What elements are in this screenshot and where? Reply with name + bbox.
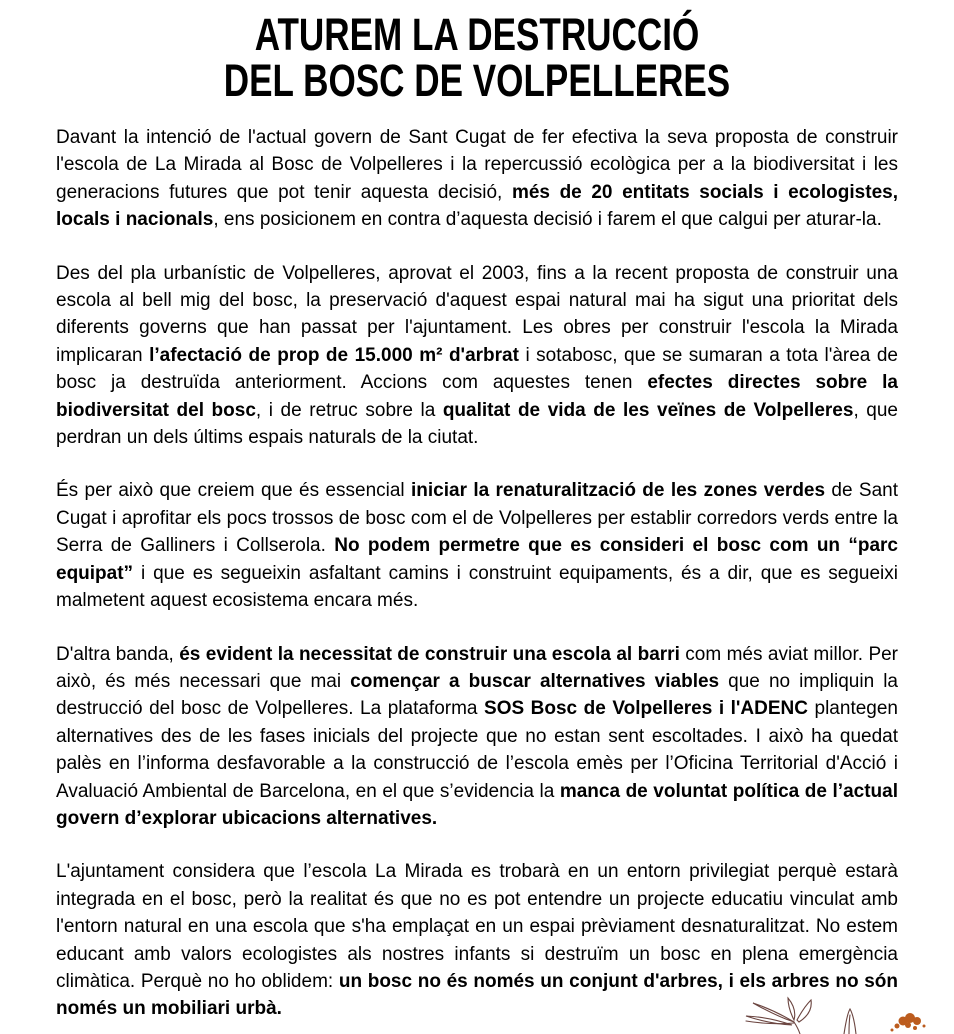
paragraph xyxy=(56,477,898,614)
body-text: Des del pla urbanístic de Volpelleres, aprovat el 2003, fins a la recent proposta de construir una escola al bell mig del bosc, la preservació d'aquest espai natural mai ha sigut una prioritat dels diferents governs que han passat per l'ajuntament. Les obres per construir l'escola la Mirada implicaran xyxy=(56,262,898,366)
emphasis-text: iniciar la renaturalització de les zones verdes xyxy=(411,480,826,502)
body-text: i sotabosc, que se sumaran a tota l'àrea de bosc ja destruïda anteriorment. Accions com aquestes tenen xyxy=(56,344,898,394)
emphasis-text: No podem permetre que es consideri el bosc com un “parc equipat” xyxy=(56,535,898,584)
body-text: Davant la intenció de l'actual govern de Sant Cugat de fer efectiva la seva proposta de construir l'escola de La Mirada al Bosc de Volpelleres i la repercussió ecològica per a la biodiversitat i les generacions futures que pot tenir aquesta decisió, xyxy=(56,127,898,203)
body-text: plantegen alternatives des de les fases inicials del projecte que no estan sent escoltades. I això ha quedat palès en l’informa desfavorable a la construcció de l’escola emès per l’Oficina Territorial d'Acció i Avaluació Ambiental de Barcelona, en el que s’evidencia la xyxy=(56,698,898,802)
body-text: com més aviat millor. Per això, és més necessari que mai xyxy=(56,643,899,692)
paragraph xyxy=(56,124,898,234)
emphasis-text: és evident la necessitat de construir una escola al barri xyxy=(179,643,680,665)
emphasis-text: qualitat de vida de les veïnes de Volpelleres xyxy=(442,399,854,421)
document-body xyxy=(56,124,898,1034)
page-title xyxy=(0,9,954,106)
emphasis-text: l’afectació de prop de 15.000 m² d'arbrat xyxy=(149,344,519,366)
paragraph xyxy=(56,858,898,1022)
emphasis-text: començar a buscar alternatives viables xyxy=(350,670,720,692)
body-text: , ens posicionem en contra d’aquesta decisió i farem el que calgui per aturar-la. xyxy=(213,209,882,231)
body-text: de Sant Cugat i aprofitar els pocs trossos de bosc com el de Volpelleres per establir corredors verds entre la Serra de Galliners i Collserola. xyxy=(56,480,898,557)
emphasis-text: un bosc no és només un conjunt d'arbres, i els arbres no són només un mobiliari urbà. xyxy=(56,970,898,1020)
body-text: És per això que creiem que és essencial xyxy=(56,480,411,502)
body-text: i que es segueixin asfaltant camins i construint equipaments, és a dir, que es segueixi malmetent aquest ecosistema encara més. xyxy=(56,562,898,612)
paragraph xyxy=(56,641,898,833)
body-text: L'ajuntament considera que l’escola La Mirada es trobarà en un entorn privilegiat perquè estarà integrada en el bosc, però la realitat és que no es pot entendre un projecte educatiu vinculat amb l'entorn natural en una escola que s'ha emplaçat en un espai prèviament desnaturalitzat. No estem educant amb valors ecologistes als nostres infants si destruïm un bosc en plena emergència climàtica. Perquè no ho oblidem: xyxy=(56,861,898,992)
emphasis-text: efectes directes sobre la biodiversitat del bosc xyxy=(56,372,898,421)
page-title-line-1: ATUREM LA DESTRUCCIÓ xyxy=(254,9,700,60)
emphasis-text: SOS Bosc de Volpelleres i l'ADENC xyxy=(484,698,808,720)
page-title-line-2: DEL BOSC DE VOLPELLERES xyxy=(223,55,731,106)
body-text: D'altra banda, xyxy=(56,643,180,665)
body-text: que no impliquin la destrucció del bosc de Volpelleres. La plataforma xyxy=(56,670,898,720)
body-text: , que perdran un dels últims espais naturals de la ciutat. xyxy=(56,399,898,449)
emphasis-text: més de 20 entitats socials i ecologistes, locals i nacionals xyxy=(56,181,898,231)
paragraph xyxy=(56,260,898,452)
body-text: , i de retruc sobre la xyxy=(255,399,443,421)
emphasis-text: manca de voluntat política de l’actual govern d’explorar ubicacions alternatives. xyxy=(56,780,898,829)
